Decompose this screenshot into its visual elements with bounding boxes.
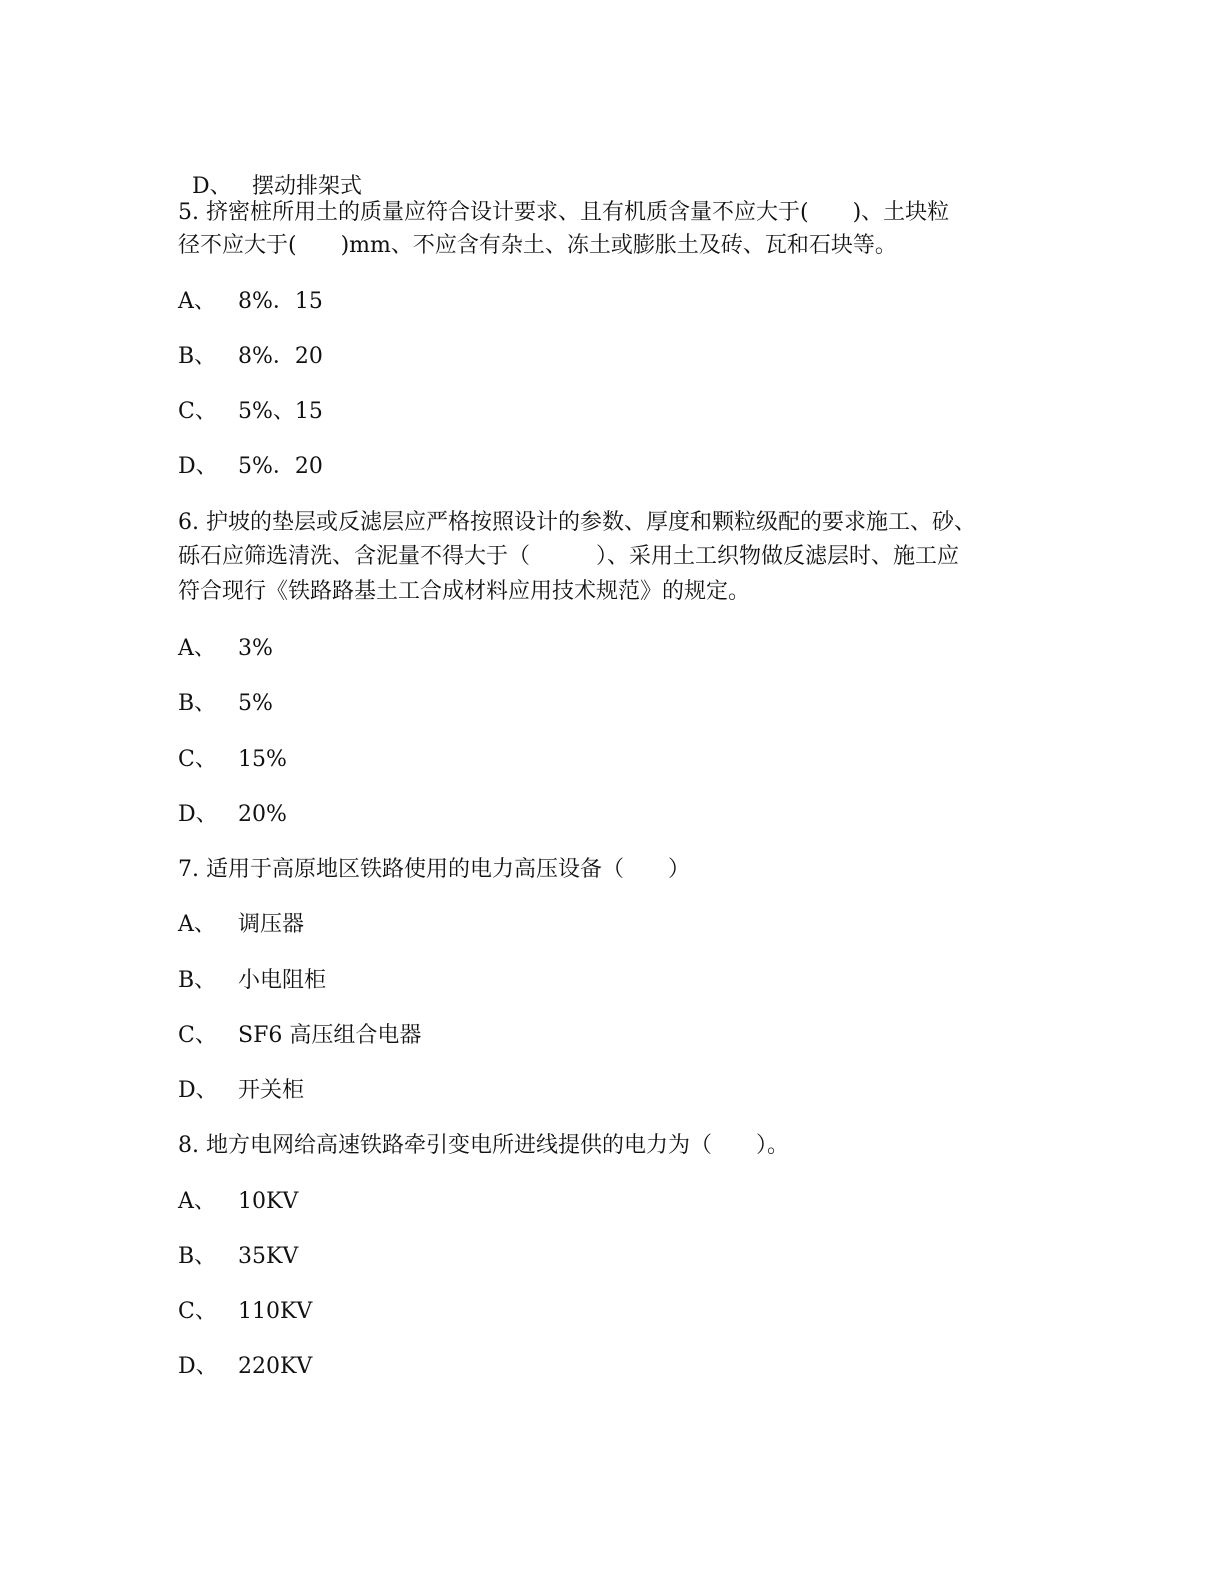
option-letter: A、 bbox=[178, 1189, 216, 1214]
option-letter: C、 bbox=[178, 747, 217, 772]
question-8-option-a bbox=[178, 1187, 298, 1217]
option-letter: D、 bbox=[192, 174, 232, 199]
option-text: 5% bbox=[238, 691, 273, 716]
option-text: 15% bbox=[238, 747, 287, 772]
option-text: 8%．15 bbox=[238, 289, 323, 314]
question-7-line-1: 7. 适用于高原地区铁路使用的电力高压设备（ ） bbox=[178, 857, 690, 882]
option-text: 5%．20 bbox=[238, 454, 323, 479]
question-5-option-c bbox=[178, 397, 323, 427]
option-d bbox=[178, 142, 362, 202]
option-text: 10KV bbox=[238, 1189, 299, 1214]
question-6-line-3: 符合现行《铁路路基土工合成材料应用技术规范》的规定。 bbox=[178, 579, 751, 604]
option-letter: D、 bbox=[178, 802, 218, 827]
option-letter: B、 bbox=[178, 691, 217, 716]
question-6-option-a bbox=[178, 634, 273, 664]
question-6-option-b bbox=[178, 689, 273, 719]
option-text: 110KV bbox=[238, 1299, 313, 1324]
option-letter: C、 bbox=[178, 1299, 217, 1324]
question-7-option-d bbox=[178, 1076, 304, 1106]
question-8-line-1: 8. 地方电网给高速铁路牵引变电所进线提供的电力为（ ）。 bbox=[178, 1133, 789, 1158]
option-letter: B、 bbox=[178, 968, 217, 993]
option-text: 20% bbox=[238, 802, 287, 827]
question-7-option-b bbox=[178, 966, 326, 996]
option-text: 小电阻柜 bbox=[238, 968, 327, 993]
option-letter: C、 bbox=[178, 1023, 217, 1048]
option-text: 5%、15 bbox=[238, 399, 323, 424]
question-5-option-a bbox=[178, 287, 323, 317]
question-5-option-d bbox=[178, 452, 323, 482]
option-letter: D、 bbox=[178, 1078, 218, 1103]
question-6-option-c bbox=[178, 745, 287, 775]
option-letter: D、 bbox=[178, 454, 218, 479]
option-text: 3% bbox=[238, 636, 273, 661]
option-letter: B、 bbox=[178, 344, 217, 369]
option-text: 开关柜 bbox=[238, 1078, 305, 1103]
question-5-option-b bbox=[178, 342, 323, 372]
question-8-option-c bbox=[178, 1297, 312, 1327]
question-5-line-2: 径不应大于( )mm、不应含有杂土、冻土或膨胀土及砖、瓦和石块等。 bbox=[178, 233, 897, 258]
question-6-option-d bbox=[178, 800, 287, 830]
option-text: 摆动排架式 bbox=[252, 174, 363, 199]
option-text: 调压器 bbox=[238, 912, 305, 937]
option-letter: C、 bbox=[178, 399, 217, 424]
option-text: SF6 高压组合电器 bbox=[238, 1023, 422, 1048]
option-letter: A、 bbox=[178, 289, 216, 314]
question-6-line-1: 6. 护坡的垫层或反滤层应严格按照设计的参数、厚度和颗粒级配的要求施工、砂、 bbox=[178, 510, 976, 535]
option-text: 220KV bbox=[238, 1354, 313, 1379]
option-letter: A、 bbox=[178, 912, 216, 937]
question-7-option-a bbox=[178, 910, 304, 940]
option-letter: D、 bbox=[178, 1354, 218, 1379]
option-letter: B、 bbox=[178, 1244, 217, 1269]
question-5-line-1: 5. 挤密桩所用土的质量应符合设计要求、且有机质含量不应大于( )、土块粒 bbox=[178, 200, 950, 225]
option-text: 8%．20 bbox=[238, 344, 323, 369]
question-6-line-2: 砾石应筛选清洗、含泥量不得大于（ ）、采用土工织物做反滤层时、施工应 bbox=[178, 544, 960, 569]
question-7-option-c bbox=[178, 1021, 421, 1051]
question-8-option-b bbox=[178, 1242, 298, 1272]
option-letter: A、 bbox=[178, 636, 216, 661]
option-text: 35KV bbox=[238, 1244, 299, 1269]
question-8-option-d bbox=[178, 1352, 312, 1382]
